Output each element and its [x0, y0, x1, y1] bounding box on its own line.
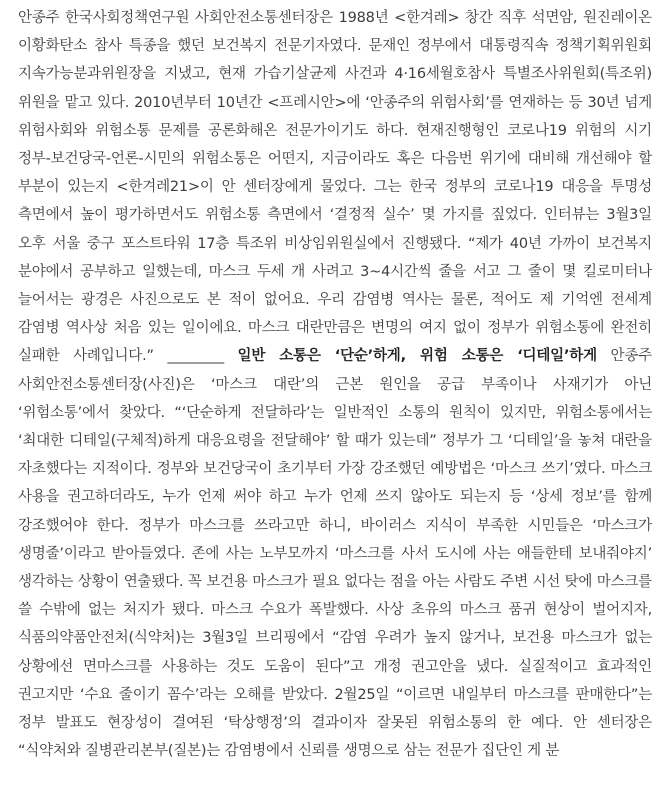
section-heading: 일반 소통은 ‘단순’하게, 위험 소통은 ‘디테일’하게: [237, 348, 597, 365]
article-paragraph-intro: 안종주 한국사회정책연구원 사회안전소통센터장은 1988년 <한겨레> 창간 직후 석면암, 원진레이온 이황화탄소 참사 특종을 했던 보건복지 전문기자였다. 문재인 정부에서 대통령직속 정책기획위원회 지속가능분과위원장을 지냈고, 현재 가습기살균제 사건과 4·16세월호참사 특별조사위원회(특조위) 위원을 맡고 있다. 2010년부터 10년간 <프레시안>에 ‘안종주의 위험사회’를 연재하는 등 30년 넘게 위험사회와 위험소통 문제를 공론화해온 전문가이기도 하다. 현재진행형인 코로나19 위험의 시기 정부-보건당국-언론-시민의 위험소통은 어떤지, 지금이라도 혹은 다음번 위기에 대비해 개선해야 할 부분이 있는지 <한겨레21>이 안 센터장에게 물었다. 그는 한국 정부의 코로나19 대응을 투명성 측면에서 높이 평가하면서도 위험소통 측면에서 ‘결정적 실수’ 몇 가지를 짚었다. 인터뷰는 3월3일 오후 서울 중구 포스트타워 17층 특조위 비상임위원실에서 진행됐다. “제가 40년 가까이 보건복지 분야에서 공부하고 일했는데, 마스크 두세 개 사려고 3~4시간씩 줄을 서고 그 줄이 몇 킬로미터나 늘어서는 광경은 사진으로도 본 적이 없어요. 우리 감염병 역사는 물론, 적어도 제 기억엔 전세계 감염병 역사상 처음 있는 일이에요. 마스크 대란만큼은 변명의 여지 없이 정부가 위험소통에 완전히 실패한 사례입니다.” ________: [18, 10, 652, 365]
article-body: [18, 4, 652, 765]
article-paragraph-body: 안종주 사회안전소통센터장(사진)은 ‘마스크 대란’의 근본 원인을 공급 부족이나 사재기가 아닌 ‘위험소통’에서 찾았다. “‘단순하게 전달하라’는 일반적인 소통의 원칙이 있지만, 위험소통에서는 ‘최대한 디테일(구체적)하게 대응요령을 전달해야’ 할 때가 있는데” 정부가 그 ‘디테일’을 놓쳐 대란을 자초했다는 지적이다. 정부와 보건당국이 초기부터 가장 강조했던 예방법은 ‘마스크 쓰기’였다. 마스크 사용을 권고하더라도, 누가 언제 써야 하고 누가 언제 쓰지 않아도 되는지 등 ‘상세 정보’를 함께 강조했어야 한다. 정부가 마스크를 쓰라고만 하니, 바이러스 지식이 부족한 시민들은 ‘마스크가 생명줄’이라고 받아들였다. 존에 사는 노부모까지 ‘마스크를 사서 도시에 사는 애들한테 보내줘야지’ 생각하는 상황이 연출됐다. 꼭 보건용 마스크가 필요 없다는 점을 아는 사람도 주변 시선 탓에 마스크를 쓸 수밖에 없는 처지가 됐다. 마스크 수요가 폭발했다. 사상 초유의 마스크 품귀 현상이 벌어지자, 식품의약품안전처(식약처)는 3월3일 브리핑에서 “감염 우려가 높지 않거나, 보건용 마스크가 없는 상황에선 면마스크를 사용하는 것도 도움이 된다”고 개정 권고안을 냈다. 실질적이고 효과적인 권고지만 ‘수요 줄이기 꼼수’라는 오해를 받았다. 2월25일 “이르면 내일부터 마스크를 판매한다”는 정부 발표도 현장성이 결여된 ‘탁상행정’의 결과이자 잘못된 위험소통의 한 예다. 안 센터장은 “식약처와 질병관리본부(질본)는 감염병에서 신뢰를 생명으로 삼는 전문가 집단인 게 분: [18, 348, 652, 760]
